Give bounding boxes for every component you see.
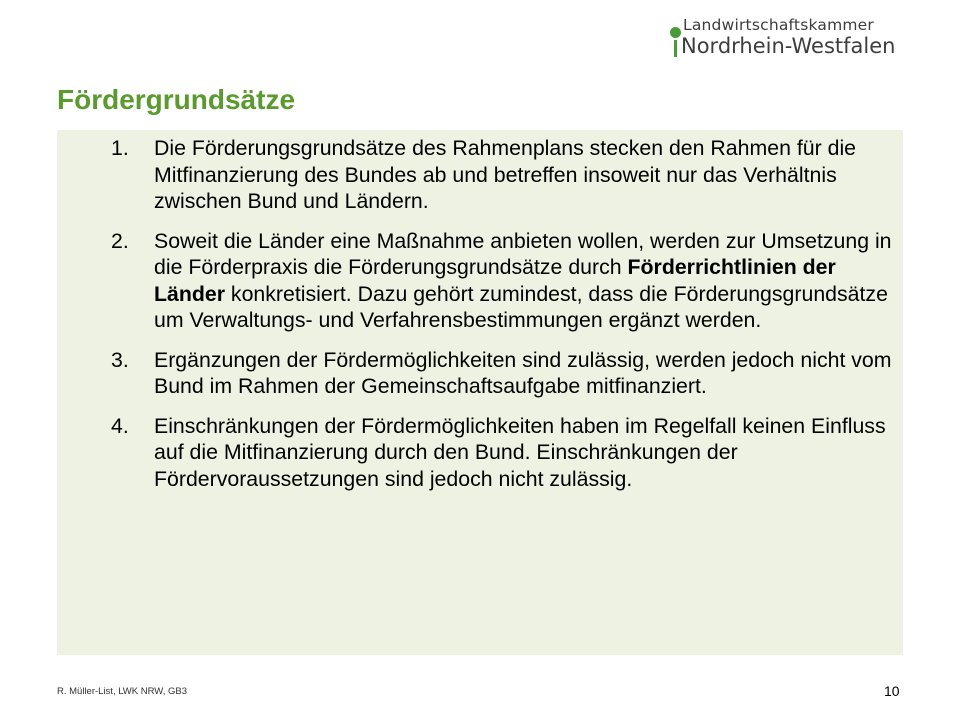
point-list [57, 135, 903, 505]
lwk-logo [668, 16, 918, 62]
list-item-4 [57, 413, 903, 493]
footer-author: R. Müller-List, LWK NRW, GB3 [57, 686, 188, 697]
page-title: Fördergrundsätze [57, 84, 296, 115]
lwk-logo-bar [674, 40, 677, 57]
logo-text-line2: Nordrhein-Westfalen [681, 34, 896, 58]
list-item-number: 1. [111, 136, 129, 160]
lwk-logo-icon [670, 27, 681, 38]
list-item-2 [57, 228, 903, 334]
page-number: 10 [884, 683, 900, 699]
list-item-3 [57, 347, 903, 400]
list-item-text-start: Soweit die Länder eine Maßnahme anbieten wollen, werden zur Umsetzung in die Förderpraxis die Förderungsgrundsätze durch [154, 228, 892, 279]
list-item-1 [57, 135, 903, 215]
list-item-text: Ergänzungen der Fördermöglichkeiten sind zulässig, werden jedoch nicht vom Bund im Rahmen der Gemeinschaftsaufgabe mitfinanziert. [154, 347, 892, 398]
list-item-text-end: konkretisiert. Dazu gehört zumindest, dass die Förderungsgrundsätze um Verwaltungs- und Verfahrensbestimmungen ergänzt werden. [154, 281, 888, 332]
list-item-text: Einschränkungen der Fördermöglichkeiten haben im Regelfall keinen Einfluss auf die Mitfinanzierung durch den Bund. Einschränkungen der Fördervoraussetzungen sind jedoch nicht zulässig. [154, 413, 886, 491]
content-panel [57, 130, 903, 655]
list-item-number: 4. [111, 413, 129, 438]
list-item-emphasis: Förderrichtlinien der Länder [154, 255, 836, 306]
list-item-number: 2. [111, 228, 129, 253]
logo-text-line1: Landwirtschaftskammer [683, 16, 874, 34]
list-item-number: 3. [111, 347, 129, 372]
list-item-text: Die Förderungsgrundsätze des Rahmenplans stecken den Rahmen für die Mitfinanzierung des Bundes ab und betreffen insoweit nur das Verhältnis zwischen Bund und Ländern. [154, 136, 857, 213]
